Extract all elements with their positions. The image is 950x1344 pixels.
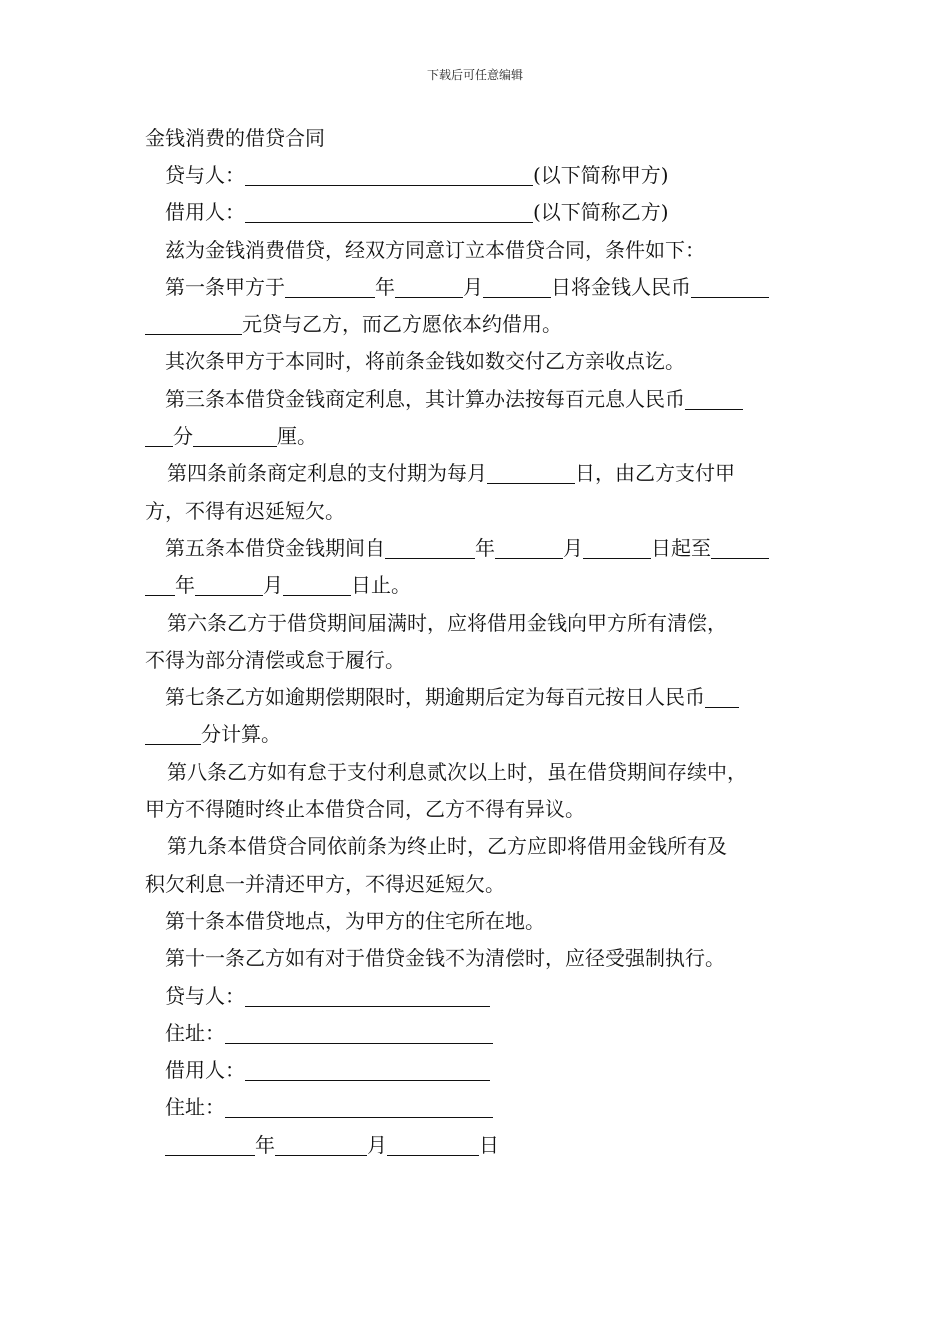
article-1-text: 第一条甲方于 (165, 274, 285, 299)
article-5-end-year-field-cont[interactable] (145, 573, 175, 596)
article-5-end-year-field[interactable] (711, 536, 769, 559)
borrower-line (145, 194, 815, 231)
month-label: 月 (563, 535, 583, 560)
article-7-amount-field[interactable] (705, 685, 739, 708)
article-7-text: 第七条乙方如逾期偿期限时，期逾期后定为每百元按日人民币 (165, 685, 705, 710)
article-7-amount-field-cont[interactable] (145, 722, 201, 745)
article-1-month-field[interactable] (395, 275, 463, 298)
signature-borrower-address (145, 1089, 815, 1126)
borrower-label: 借用人： (165, 200, 245, 225)
article-5-end-month-field[interactable] (195, 573, 263, 596)
article-5-line-1 (145, 530, 815, 567)
signature-year-field[interactable] (165, 1133, 255, 1156)
article-5-month-field[interactable] (495, 536, 563, 559)
lender-name-field[interactable] (245, 163, 533, 186)
article-2: 其次条甲方于本同时，将前条金钱如数交付乙方亲收点讫。 (165, 349, 685, 374)
signature-borrower (145, 1052, 815, 1089)
article-6-line-1: 第六条乙方于借贷期间届满时，应将借用金钱向甲方所有清偿， (167, 610, 727, 635)
signature-lender-label: 贷与人： (165, 983, 245, 1008)
year-label: 年 (475, 535, 495, 560)
article-7-text-2: 分计算。 (201, 722, 281, 747)
signature-month-field[interactable] (275, 1133, 367, 1156)
article-7-line-2 (145, 716, 815, 753)
article-3-text: 第三条本借贷金钱商定利息，其计算办法按每百元息人民币 (165, 386, 685, 411)
article-1-text-3: 元贷与乙方，而乙方愿依本约借用。 (242, 312, 562, 337)
month-label: 月 (463, 274, 483, 299)
article-3-fen-field[interactable] (145, 424, 173, 447)
signature-date (145, 1127, 815, 1164)
signature-borrower-label: 借用人： (165, 1058, 245, 1083)
lender-suffix: (以下简称甲方) (533, 163, 669, 187)
page-header: 下载后可任意编辑 (426, 68, 523, 82)
article-4-line-1 (145, 455, 815, 492)
article-5-year-field[interactable] (385, 536, 475, 559)
article-3-li-field[interactable] (193, 424, 277, 447)
article-10: 第十条本借贷地点，为甲方的住宅所在地。 (165, 908, 545, 933)
article-5-text: 第五条本借贷金钱期间自 (165, 535, 385, 560)
lender-label: 贷与人： (165, 163, 245, 187)
year-label: 年 (255, 1132, 275, 1157)
day-label: 日 (479, 1132, 499, 1157)
article-4-day-field[interactable] (487, 461, 575, 484)
article-9-line-2: 积欠利息一并清还甲方，不得迟延短欠。 (145, 871, 505, 896)
article-1-line-2 (145, 306, 815, 343)
article-11: 第十一条乙方如有对于借贷金钱不为清偿时，应径受强制执行。 (165, 946, 725, 971)
address-label: 住址： (165, 1020, 225, 1045)
borrower-name-field[interactable] (245, 200, 533, 223)
signature-borrower-field[interactable] (245, 1058, 490, 1081)
article-5-day-field[interactable] (583, 536, 651, 559)
signature-lender-address (145, 1015, 815, 1052)
article-4-text-2: 日，由乙方支付甲 (575, 461, 735, 486)
signature-lender-address-field[interactable] (225, 1021, 493, 1044)
article-1-line-1 (145, 269, 815, 306)
article-5-line-2 (145, 567, 815, 604)
year-label: 年 (175, 573, 195, 598)
document-title: 金钱消费的借贷合同 (145, 126, 325, 150)
signature-lender-field[interactable] (245, 984, 490, 1007)
signature-day-field[interactable] (387, 1133, 479, 1156)
article-7-line-1 (145, 679, 815, 716)
month-label: 月 (367, 1132, 387, 1157)
article-5-end-day-field[interactable] (283, 573, 351, 596)
article-9-line-1: 第九条本借贷合同依前条为终止时，乙方应即将借用金钱所有及 (167, 834, 727, 859)
article-5-text-2: 日起至 (651, 535, 711, 560)
article-3-line-2 (145, 418, 815, 455)
preamble: 兹为金钱消费借贷，经双方同意订立本借贷合同，条件如下： (165, 237, 705, 262)
article-1-day-field[interactable] (483, 275, 551, 298)
article-4-line-2: 方，不得有迟延短欠。 (145, 498, 345, 523)
article-3-line-1 (145, 381, 815, 418)
contract-document (145, 120, 815, 1164)
article-5-text-3: 日止。 (351, 573, 411, 598)
lender-line (145, 157, 815, 194)
borrower-suffix: (以下简称乙方) (533, 200, 669, 225)
article-6-line-2: 不得为部分清偿或怠于履行。 (145, 647, 405, 672)
article-8-line-1: 第八条乙方如有怠于支付利息贰次以上时，虽在借贷期间存续中， (167, 759, 747, 784)
month-label: 月 (263, 573, 283, 598)
year-label: 年 (375, 274, 395, 299)
li-label: 厘。 (277, 424, 317, 449)
article-1-amount-field-cont[interactable] (145, 312, 242, 335)
article-8-line-2: 甲方不得随时终止本借贷合同，乙方不得有异议。 (145, 797, 585, 822)
fen-label: 分 (173, 424, 193, 449)
article-1-amount-field[interactable] (691, 275, 769, 298)
signature-borrower-address-field[interactable] (225, 1095, 493, 1118)
signature-lender (145, 978, 815, 1015)
article-1-text-2: 日将金钱人民币 (551, 274, 691, 299)
article-3-interest-field[interactable] (685, 387, 743, 410)
address-label: 住址： (165, 1095, 225, 1120)
article-4-text: 第四条前条商定利息的支付期为每月 (167, 461, 487, 486)
article-1-year-field[interactable] (285, 275, 375, 298)
